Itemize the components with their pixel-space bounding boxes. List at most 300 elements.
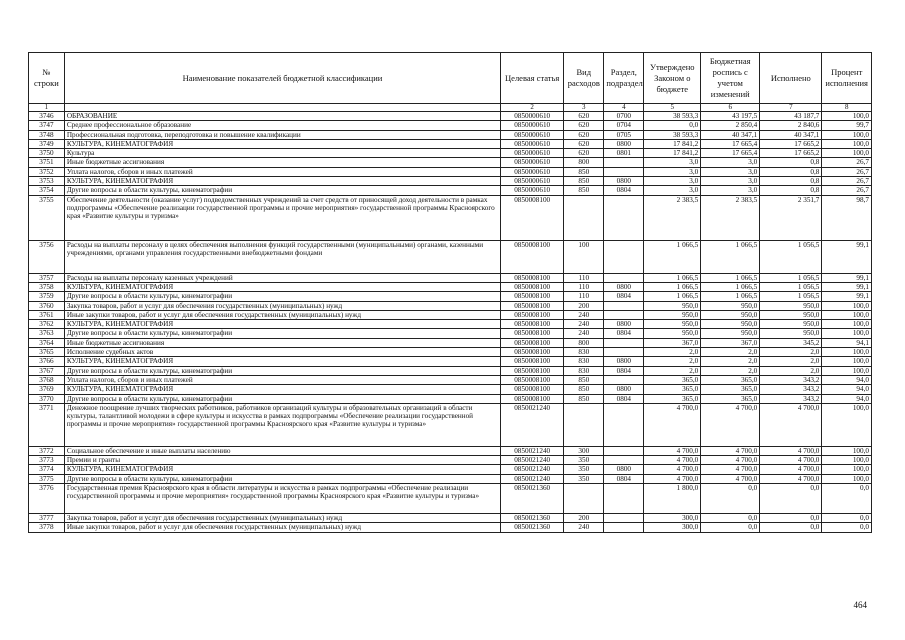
row-expense-kind: 300 [564, 446, 604, 455]
row-executed: 1 056,5 [760, 292, 822, 301]
column-numbers-row [29, 104, 872, 112]
table-row [29, 446, 872, 455]
table-row [29, 484, 872, 514]
header-expense-kind: Вид расходов [564, 53, 604, 104]
row-executed: 4 700,0 [760, 456, 822, 465]
row-name: Расходы на выплаты персоналу казенных учреждений [64, 273, 500, 282]
table-row [29, 394, 872, 403]
table-row [29, 273, 872, 282]
row-percent: 99,1 [822, 292, 872, 301]
row-percent: 26,7 [822, 186, 872, 195]
row-planned: 4 700,0 [701, 456, 760, 465]
row-number: 3766 [29, 357, 65, 366]
row-number: 3775 [29, 474, 65, 483]
row-expense-kind: 850 [564, 167, 604, 176]
row-expense-kind [564, 403, 604, 446]
row-planned: 950,0 [701, 329, 760, 338]
row-approved: 950,0 [644, 320, 701, 329]
row-expense-kind: 850 [564, 394, 604, 403]
row-approved: 365,0 [644, 394, 701, 403]
row-section [604, 456, 644, 465]
row-target-article: 0850008100 [501, 329, 564, 338]
row-executed: 2,0 [760, 348, 822, 357]
row-number: 3750 [29, 149, 65, 158]
row-approved: 3,0 [644, 186, 701, 195]
row-section: 0800 [604, 282, 644, 291]
row-section: 0800 [604, 177, 644, 186]
row-name: КУЛЬТУРА, КИНЕМАТОГРАФИЯ [64, 139, 500, 148]
row-approved: 950,0 [644, 301, 701, 310]
table-row [29, 301, 872, 310]
row-target-article: 0850008100 [501, 282, 564, 291]
row-approved: 3,0 [644, 177, 701, 186]
row-number: 3773 [29, 456, 65, 465]
row-expense-kind: 850 [564, 177, 604, 186]
row-approved: 367,0 [644, 338, 701, 347]
row-number: 3748 [29, 130, 65, 139]
row-planned: 3,0 [701, 167, 760, 176]
page-number: 464 [853, 600, 867, 610]
header-target-article: Целевая статья [501, 53, 564, 104]
row-executed: 0,0 [760, 523, 822, 532]
row-expense-kind: 620 [564, 112, 604, 121]
row-approved: 4 700,0 [644, 465, 701, 474]
row-planned: 0,0 [701, 523, 760, 532]
row-planned: 365,0 [701, 394, 760, 403]
row-planned: 3,0 [701, 177, 760, 186]
table-row [29, 348, 872, 357]
row-section: 0804 [604, 329, 644, 338]
row-section: 0801 [604, 149, 644, 158]
row-target-article: 0850021360 [501, 523, 564, 532]
row-percent: 94,0 [822, 375, 872, 384]
row-number: 3753 [29, 177, 65, 186]
table-row [29, 167, 872, 176]
row-target-article: 0850008100 [501, 348, 564, 357]
header-name: Наименование показателей бюджетной классификации [64, 53, 500, 104]
row-percent: 26,7 [822, 158, 872, 167]
row-expense-kind: 620 [564, 130, 604, 139]
row-target-article: 0850008100 [501, 195, 564, 240]
row-planned: 1 066,5 [701, 282, 760, 291]
row-percent: 0,0 [822, 484, 872, 514]
row-target-article: 0850021240 [501, 465, 564, 474]
row-number: 3778 [29, 523, 65, 532]
row-executed: 343,2 [760, 385, 822, 394]
row-section: 0800 [604, 139, 644, 148]
table-row [29, 366, 872, 375]
row-planned: 4 700,0 [701, 403, 760, 446]
row-target-article: 0850000610 [501, 112, 564, 121]
row-percent: 100,0 [822, 366, 872, 375]
row-expense-kind: 200 [564, 514, 604, 523]
row-expense-kind: 850 [564, 375, 604, 384]
row-approved: 300,0 [644, 523, 701, 532]
table-row [29, 338, 872, 347]
row-expense-kind: 830 [564, 366, 604, 375]
column-number-5: 5 [644, 104, 701, 112]
row-planned: 4 700,0 [701, 465, 760, 474]
row-approved: 4 700,0 [644, 403, 701, 446]
row-name: КУЛЬТУРА, КИНЕМАТОГРАФИЯ [64, 465, 500, 474]
row-percent: 94,0 [822, 385, 872, 394]
row-approved: 2,0 [644, 357, 701, 366]
row-planned: 2,0 [701, 357, 760, 366]
row-section: 0804 [604, 394, 644, 403]
table-row [29, 514, 872, 523]
row-name: Исполнение судебных актов [64, 348, 500, 357]
row-planned: 3,0 [701, 158, 760, 167]
row-percent: 94,1 [822, 338, 872, 347]
row-number: 3774 [29, 465, 65, 474]
row-number: 3764 [29, 338, 65, 347]
row-approved: 1 066,5 [644, 292, 701, 301]
row-number: 3771 [29, 403, 65, 446]
row-number: 3754 [29, 186, 65, 195]
table-row [29, 130, 872, 139]
row-name: Иные закупки товаров, работ и услуг для обеспечения государственных (муниципальных) нужд [64, 310, 500, 319]
row-percent: 94,0 [822, 394, 872, 403]
row-name: Закупка товаров, работ и услуг для обеспечения государственных (муниципальных) нужд [64, 514, 500, 523]
row-section: 0804 [604, 186, 644, 195]
row-section [604, 167, 644, 176]
row-planned: 17 665,4 [701, 149, 760, 158]
row-executed: 4 700,0 [760, 403, 822, 446]
row-number: 3756 [29, 240, 65, 273]
row-number: 3758 [29, 282, 65, 291]
row-expense-kind: 830 [564, 348, 604, 357]
row-section [604, 195, 644, 240]
row-number: 3772 [29, 446, 65, 455]
row-planned: 4 700,0 [701, 474, 760, 483]
row-section [604, 301, 644, 310]
row-percent: 26,7 [822, 167, 872, 176]
row-expense-kind: 200 [564, 301, 604, 310]
row-executed: 1 056,5 [760, 282, 822, 291]
table-row [29, 149, 872, 158]
row-expense-kind: 350 [564, 465, 604, 474]
table-row [29, 385, 872, 394]
row-section [604, 240, 644, 273]
row-name: Уплата налогов, сборов и иных платежей [64, 167, 500, 176]
row-section [604, 348, 644, 357]
row-percent: 100,0 [822, 446, 872, 455]
row-approved: 950,0 [644, 329, 701, 338]
row-expense-kind: 620 [564, 139, 604, 148]
row-number: 3777 [29, 514, 65, 523]
row-approved: 2 383,5 [644, 195, 701, 240]
row-percent: 100,0 [822, 474, 872, 483]
row-percent: 100,0 [822, 465, 872, 474]
row-planned: 0,0 [701, 514, 760, 523]
row-approved: 2,0 [644, 366, 701, 375]
row-name: Иные бюджетные ассигнования [64, 338, 500, 347]
row-section: 0804 [604, 292, 644, 301]
row-name: Другие вопросы в области культуры, кинематографии [64, 329, 500, 338]
table-row [29, 158, 872, 167]
row-target-article: 0850008100 [501, 385, 564, 394]
row-executed: 0,0 [760, 484, 822, 514]
row-planned: 367,0 [701, 338, 760, 347]
row-name: КУЛЬТУРА, КИНЕМАТОГРАФИЯ [64, 320, 500, 329]
row-planned: 17 665,4 [701, 139, 760, 148]
column-number-2: 2 [501, 104, 564, 112]
row-target-article: 0850021240 [501, 456, 564, 465]
row-executed: 2,0 [760, 357, 822, 366]
row-section: 0800 [604, 320, 644, 329]
row-target-article: 0850021240 [501, 474, 564, 483]
row-name: ОБРАЗОВАНИЕ [64, 112, 500, 121]
table-row [29, 329, 872, 338]
row-expense-kind: 240 [564, 523, 604, 532]
row-percent: 100,0 [822, 320, 872, 329]
row-section [604, 273, 644, 282]
row-target-article: 0850008100 [501, 366, 564, 375]
row-section: 0704 [604, 121, 644, 130]
row-approved: 2,0 [644, 348, 701, 357]
row-section [604, 375, 644, 384]
row-target-article: 0850008100 [501, 357, 564, 366]
row-expense-kind: 620 [564, 121, 604, 130]
row-section: 0800 [604, 465, 644, 474]
row-percent: 100,0 [822, 456, 872, 465]
row-executed: 950,0 [760, 329, 822, 338]
row-percent: 98,7 [822, 195, 872, 240]
row-planned: 3,0 [701, 186, 760, 195]
header-row [29, 53, 872, 104]
row-percent: 99,1 [822, 273, 872, 282]
column-number-6: 6 [701, 104, 760, 112]
row-approved: 365,0 [644, 375, 701, 384]
table-row [29, 310, 872, 319]
row-approved: 365,0 [644, 385, 701, 394]
table-row [29, 456, 872, 465]
row-planned: 2 850,4 [701, 121, 760, 130]
row-approved: 300,0 [644, 514, 701, 523]
row-number: 3763 [29, 329, 65, 338]
row-expense-kind: 350 [564, 474, 604, 483]
row-percent: 100,0 [822, 112, 872, 121]
row-planned: 365,0 [701, 375, 760, 384]
row-target-article: 0850008100 [501, 394, 564, 403]
row-planned: 43 197,5 [701, 112, 760, 121]
row-target-article: 0850008100 [501, 240, 564, 273]
row-target-article: 0850000610 [501, 149, 564, 158]
row-planned: 40 347,1 [701, 130, 760, 139]
row-executed: 2 840,6 [760, 121, 822, 130]
header-section: Раздел, подраздел [604, 53, 644, 104]
row-number: 3751 [29, 158, 65, 167]
table-row [29, 177, 872, 186]
row-number: 3749 [29, 139, 65, 148]
column-number-1: 1 [29, 104, 65, 112]
row-planned: 0,0 [701, 484, 760, 514]
table-row [29, 375, 872, 384]
row-name: КУЛЬТУРА, КИНЕМАТОГРАФИЯ [64, 282, 500, 291]
header-row-number: № строки [29, 53, 65, 104]
row-executed: 343,2 [760, 375, 822, 384]
row-number: 3760 [29, 301, 65, 310]
row-name: КУЛЬТУРА, КИНЕМАТОГРАФИЯ [64, 177, 500, 186]
row-expense-kind: 800 [564, 338, 604, 347]
row-expense-kind [564, 195, 604, 240]
row-planned: 950,0 [701, 320, 760, 329]
row-planned: 950,0 [701, 301, 760, 310]
row-planned: 950,0 [701, 310, 760, 319]
row-section: 0800 [604, 385, 644, 394]
row-name: Расходы на выплаты персоналу в целях обеспечения выполнения функций государственными (муниципальными) органами, казенными учреждениями, органами управления государственными внебюджетными фондами [64, 240, 500, 273]
row-executed: 4 700,0 [760, 446, 822, 455]
row-section [604, 338, 644, 347]
header-percent: Процент исполнения [822, 53, 872, 104]
column-number-8: 8 [822, 104, 872, 112]
row-target-article: 0850008100 [501, 301, 564, 310]
row-name: Государственная премия Красноярского края в области литературы и искусства в рамках подпрограммы «Обеспечение реализации государственной программы и прочие мероприятия» государственной программы Красноярского края «Развитие культуры и туризма» [64, 484, 500, 514]
row-percent: 100,0 [822, 130, 872, 139]
row-target-article: 0850000610 [501, 130, 564, 139]
row-percent: 100,0 [822, 149, 872, 158]
row-planned: 1 066,5 [701, 273, 760, 282]
row-expense-kind: 240 [564, 310, 604, 319]
row-expense-kind: 830 [564, 357, 604, 366]
row-target-article: 0850008100 [501, 273, 564, 282]
row-approved: 38 593,3 [644, 130, 701, 139]
row-number: 3752 [29, 167, 65, 176]
row-name: Культура [64, 149, 500, 158]
row-number: 3747 [29, 121, 65, 130]
row-name: Денежное поощрение лучших творческих работников, работников организаций культуры и образовательных организаций в области культуры, талантливой молодежи в сфере культуры и искусства в рамках подпрограммы «Обеспечение реализации государственной программы и прочие мероприятия» государственной программы Красноярского края «Развитие культуры и туризма» [64, 403, 500, 446]
row-section: 0705 [604, 130, 644, 139]
row-target-article: 0850000610 [501, 139, 564, 148]
column-number-4: 4 [604, 104, 644, 112]
row-target-article: 0850000610 [501, 121, 564, 130]
row-executed: 4 700,0 [760, 474, 822, 483]
table-row [29, 320, 872, 329]
row-name: Премии и гранты [64, 456, 500, 465]
row-number: 3768 [29, 375, 65, 384]
table-row [29, 195, 872, 240]
row-executed: 950,0 [760, 310, 822, 319]
row-section [604, 514, 644, 523]
table-row [29, 357, 872, 366]
row-expense-kind: 240 [564, 329, 604, 338]
row-approved: 1 066,5 [644, 240, 701, 273]
row-section: 0804 [604, 366, 644, 375]
row-executed: 0,8 [760, 167, 822, 176]
table-row [29, 282, 872, 291]
row-section [604, 158, 644, 167]
row-name: Социальное обеспечение и иные выплаты населению [64, 446, 500, 455]
row-percent: 100,0 [822, 348, 872, 357]
row-name: Среднее профессиональное образование [64, 121, 500, 130]
row-executed: 1 056,5 [760, 240, 822, 273]
row-name: Иные закупки товаров, работ и услуг для обеспечения государственных (муниципальных) нужд [64, 523, 500, 532]
table-row [29, 403, 872, 446]
row-planned: 2,0 [701, 348, 760, 357]
row-expense-kind: 110 [564, 292, 604, 301]
row-expense-kind: 850 [564, 186, 604, 195]
row-approved: 1 066,5 [644, 282, 701, 291]
table-body [29, 112, 872, 533]
row-name: КУЛЬТУРА, КИНЕМАТОГРАФИЯ [64, 357, 500, 366]
row-target-article: 0850021360 [501, 484, 564, 514]
row-target-article: 0850008100 [501, 292, 564, 301]
row-target-article: 0850008100 [501, 310, 564, 319]
row-target-article: 0850008100 [501, 375, 564, 384]
row-name: Другие вопросы в области культуры, кинематографии [64, 186, 500, 195]
row-target-article: 0850000610 [501, 158, 564, 167]
row-percent: 100,0 [822, 403, 872, 446]
row-number: 3755 [29, 195, 65, 240]
row-section [604, 310, 644, 319]
row-name: Уплата налогов, сборов и иных платежей [64, 375, 500, 384]
row-approved: 38 593,3 [644, 112, 701, 121]
table-row [29, 292, 872, 301]
row-executed: 43 187,7 [760, 112, 822, 121]
row-target-article: 0850021240 [501, 446, 564, 455]
row-executed: 2,0 [760, 366, 822, 375]
row-name: Другие вопросы в области культуры, кинематографии [64, 292, 500, 301]
row-approved: 3,0 [644, 167, 701, 176]
row-name: Профессиональная подготовка, переподготовка и повышение квалификации [64, 130, 500, 139]
table-row [29, 112, 872, 121]
row-planned: 1 066,5 [701, 240, 760, 273]
row-executed: 0,0 [760, 514, 822, 523]
row-target-article: 0850021360 [501, 514, 564, 523]
row-executed: 17 665,2 [760, 149, 822, 158]
row-target-article: 0850008100 [501, 320, 564, 329]
row-approved: 950,0 [644, 310, 701, 319]
column-number-3: 3 [564, 104, 604, 112]
row-number: 3776 [29, 484, 65, 514]
row-name: Другие вопросы в области культуры, кинематографии [64, 366, 500, 375]
table-row [29, 523, 872, 532]
row-expense-kind: 800 [564, 158, 604, 167]
row-name: КУЛЬТУРА, КИНЕМАТОГРАФИЯ [64, 385, 500, 394]
row-approved: 1 800,0 [644, 484, 701, 514]
row-number: 3757 [29, 273, 65, 282]
row-target-article: 0850000610 [501, 177, 564, 186]
row-expense-kind: 850 [564, 385, 604, 394]
row-percent: 100,0 [822, 329, 872, 338]
table-row [29, 139, 872, 148]
row-section [604, 523, 644, 532]
row-percent: 0,0 [822, 523, 872, 532]
row-approved: 17 841,2 [644, 139, 701, 148]
row-section: 0800 [604, 357, 644, 366]
row-name: Другие вопросы в области культуры, кинематографии [64, 474, 500, 483]
row-expense-kind: 240 [564, 320, 604, 329]
row-executed: 0,8 [760, 158, 822, 167]
row-number: 3762 [29, 320, 65, 329]
row-target-article: 0850008100 [501, 338, 564, 347]
row-planned: 4 700,0 [701, 446, 760, 455]
row-number: 3770 [29, 394, 65, 403]
table-row [29, 240, 872, 273]
row-approved: 4 700,0 [644, 456, 701, 465]
row-name: Обеспечение деятельности (оказание услуг) подведомственных учреждений за счет средств от приносящей доход деятельности в рамках подпрограммы «Обеспечение реализации государственной программы и прочие мероприятия» государственной программы Красноярского края «Развитие культуры и туризма» [64, 195, 500, 240]
row-number: 3769 [29, 385, 65, 394]
row-planned: 365,0 [701, 385, 760, 394]
row-percent: 99,1 [822, 240, 872, 273]
row-section [604, 446, 644, 455]
budget-table [28, 52, 872, 533]
header-planned: Бюджетная роспись с учетом изменений [701, 53, 760, 104]
row-planned: 2,0 [701, 366, 760, 375]
row-approved: 1 066,5 [644, 273, 701, 282]
row-approved: 3,0 [644, 158, 701, 167]
row-executed: 40 347,1 [760, 130, 822, 139]
